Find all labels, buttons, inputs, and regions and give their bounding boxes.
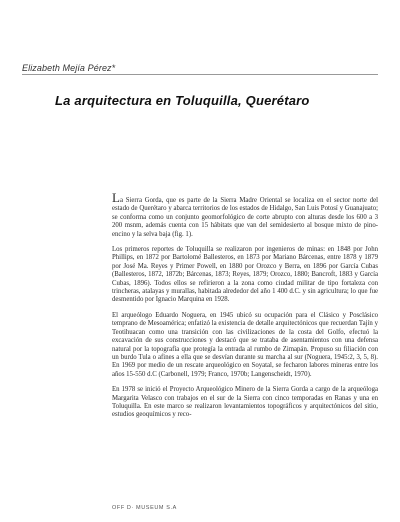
page-footer: OFF D· MUSEUM S.A xyxy=(112,505,177,511)
paragraph-3-text: El arqueólogo Eduardo Noguera, en 1945 ubicó su ocupación para el Clásico y Posclásico temprano de Mesoamérica; enfatizó la existencia de detalle arquitectónicos que recuerdan Tajín y Teotihuacan como una transición con las civilizaciones de la costa del Golfo, efectuó la excavación de sus construcciones y destacó que se trataba de asentamientos con una defensa natural por la topografía que protegía la entrada al rumbo de Zimapán. Propuso su filiación con un burdo Tula o afines a ella que se desvían durante su marcha al sur (Noguera, 1945:2, 3, 5, 8). En 1969 por medio de un rescate arqueológico en Soyatal, se fecharon labores mineras entre los años 15-550 d.C (Carbonell, 1979; Franco, 1970b; Langenscheidt, 1970). xyxy=(112,311,378,378)
author-name: Elizabeth Mejía Pérez* xyxy=(22,63,116,73)
header-divider xyxy=(22,74,378,75)
paragraph-4 xyxy=(112,386,378,420)
paragraph-3 xyxy=(112,312,378,379)
article-title: La arquitectura en Toluquilla, Querétaro xyxy=(55,93,310,108)
paragraph-2-text: Los primeros reportes de Toluquilla se realizaron por ingenieros de minas: en 1848 por John Phillips, en 1872 por Bartolomé Ballesteros, en 1873 por Mariano Bárcenas, entre 1878 y 1879 por José Ma. Reyes y Primer Powell, en 1880 por Orozco y Berra, en 1896 por García Cubas (Ballesteros, 1872, 1872b; Bárcenas, 1873; Reyes, 1879; Orozco, 1880; Bancroft, 1883 y García Cubas, 1896). Todos ellos se refirieron a la zona como ciudad militar de tipo fortaleza con trincheras, atalayas y murallas, habitada alrededor del año 1 400 d.C. y sin agricultura; lo que fue desmentido por Ignacio Marquina en 1928. xyxy=(112,246,378,304)
paragraph-4-text: En 1978 se inició el Proyecto Arqueológico Minero de la Sierra Gorda a cargo de la arqueóloga Margarita Velasco con trabajos en el sur de la Sierra con cinco temporadas en Ranas y una en Toluquilla. En este marco se realizaron levantamientos topográficos y arquitectónicos del sitio, estudios geoquímicos y reco- xyxy=(112,386,378,419)
paragraph-1 xyxy=(112,190,378,239)
drop-cap: L xyxy=(112,190,120,205)
paragraph-1-text: a Sierra Gorda, que es parte de la Sierra Madre Oriental se localiza en el sector norte del estado de Querétaro y abarca territorios de los estados de Hidalgo, San Luis Potosí y Guanajuato; se conforma como un conjunto geomorfológico de corte abrupto con alturas desde los 600 a 3 200 msnm, además cuenta con 15 hábitats que van del semidesierto al bosque mixto de pino-encino y la selva baja (fig. 1). xyxy=(112,197,378,238)
paragraph-2 xyxy=(112,246,378,305)
article-body xyxy=(112,190,378,427)
